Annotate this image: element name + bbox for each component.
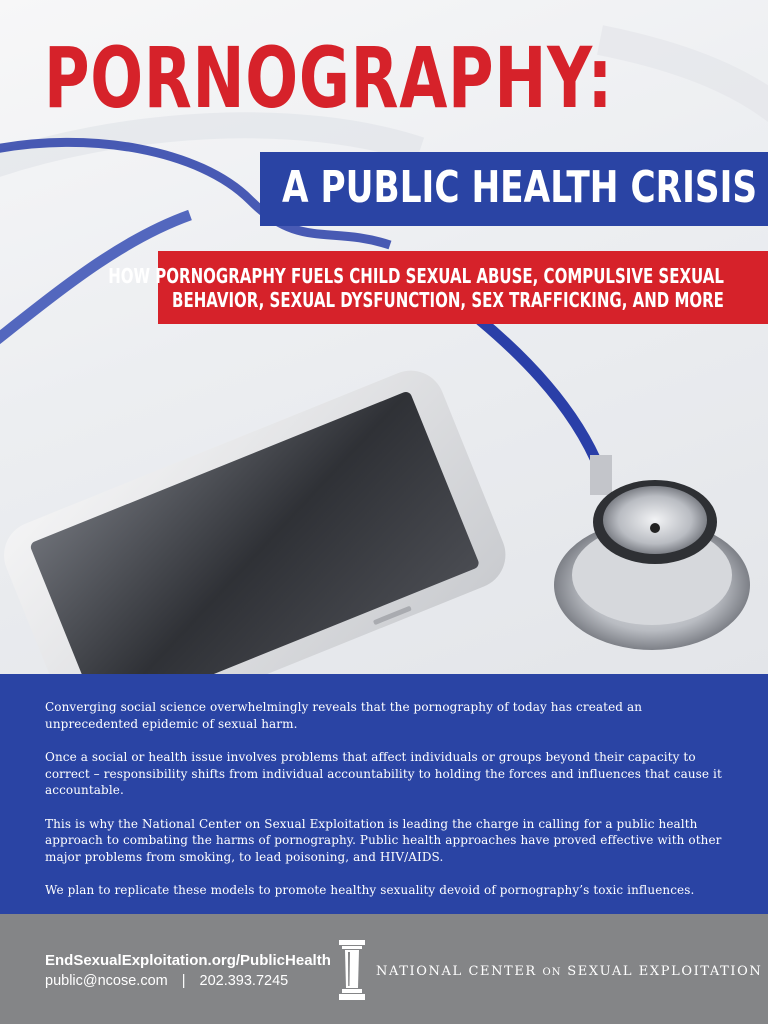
org-name-part-1: NATIONAL CENTER: [376, 964, 537, 979]
contact-separator: |: [181, 973, 186, 989]
phone-number[interactable]: 202.393.7245: [199, 973, 289, 989]
subtitle-banner: [260, 152, 768, 226]
org-name: [376, 964, 762, 979]
contact-info: [45, 973, 288, 989]
body-text: [45, 699, 725, 916]
page-title: PORNOGRAPHY:: [44, 29, 614, 127]
footer: [0, 914, 768, 1024]
website-link[interactable]: EndSexualExploitation.org/PublicHealth: [45, 952, 331, 969]
org-name-part-2: SEXUAL EXPLOITATION: [567, 964, 763, 979]
tagline-text: [108, 264, 724, 312]
tagline-banner: [108, 251, 768, 324]
org-name-on: ON: [542, 967, 562, 978]
email-link[interactable]: public@ncose.com: [45, 973, 168, 989]
tagline-line-1: HOW PORNOGRAPHY FUELS CHILD SEXUAL ABUSE, COMPULSIVE SEXUAL: [108, 264, 724, 288]
tagline-line-2: BEHAVIOR, SEXUAL DYSFUNCTION, SEX TRAFFICKING, AND MORE: [172, 288, 724, 312]
pillar-logo-icon: [336, 938, 368, 1002]
body-paragraph-4: We plan to replicate these models to promote healthy sexuality devoid of pornography’s toxic influences.: [45, 883, 695, 897]
body-paragraph-2: Once a social or health issue involves problems that affect individuals or groups beyond their capacity to correct – responsibility shifts from individual accountability to holding the forces and influences that cause it accountable.: [45, 750, 722, 797]
body-paragraph-3: This is why the National Center on Sexual Exploitation is leading the charge in calling for a public health approach to combating the harms of pornography. Public health approaches have proved effective with other major problems from smoking, to lead poisoning, and HIV/AIDS.: [45, 816, 722, 864]
body-paragraph-1: Converging social science overwhelmingly reveals that the pornography of today has created an unprecedented epidemic of sexual harm.: [45, 700, 643, 731]
subtitle-text: A PUBLIC HEALTH CRISIS: [282, 162, 758, 213]
body-panel: [0, 674, 768, 914]
